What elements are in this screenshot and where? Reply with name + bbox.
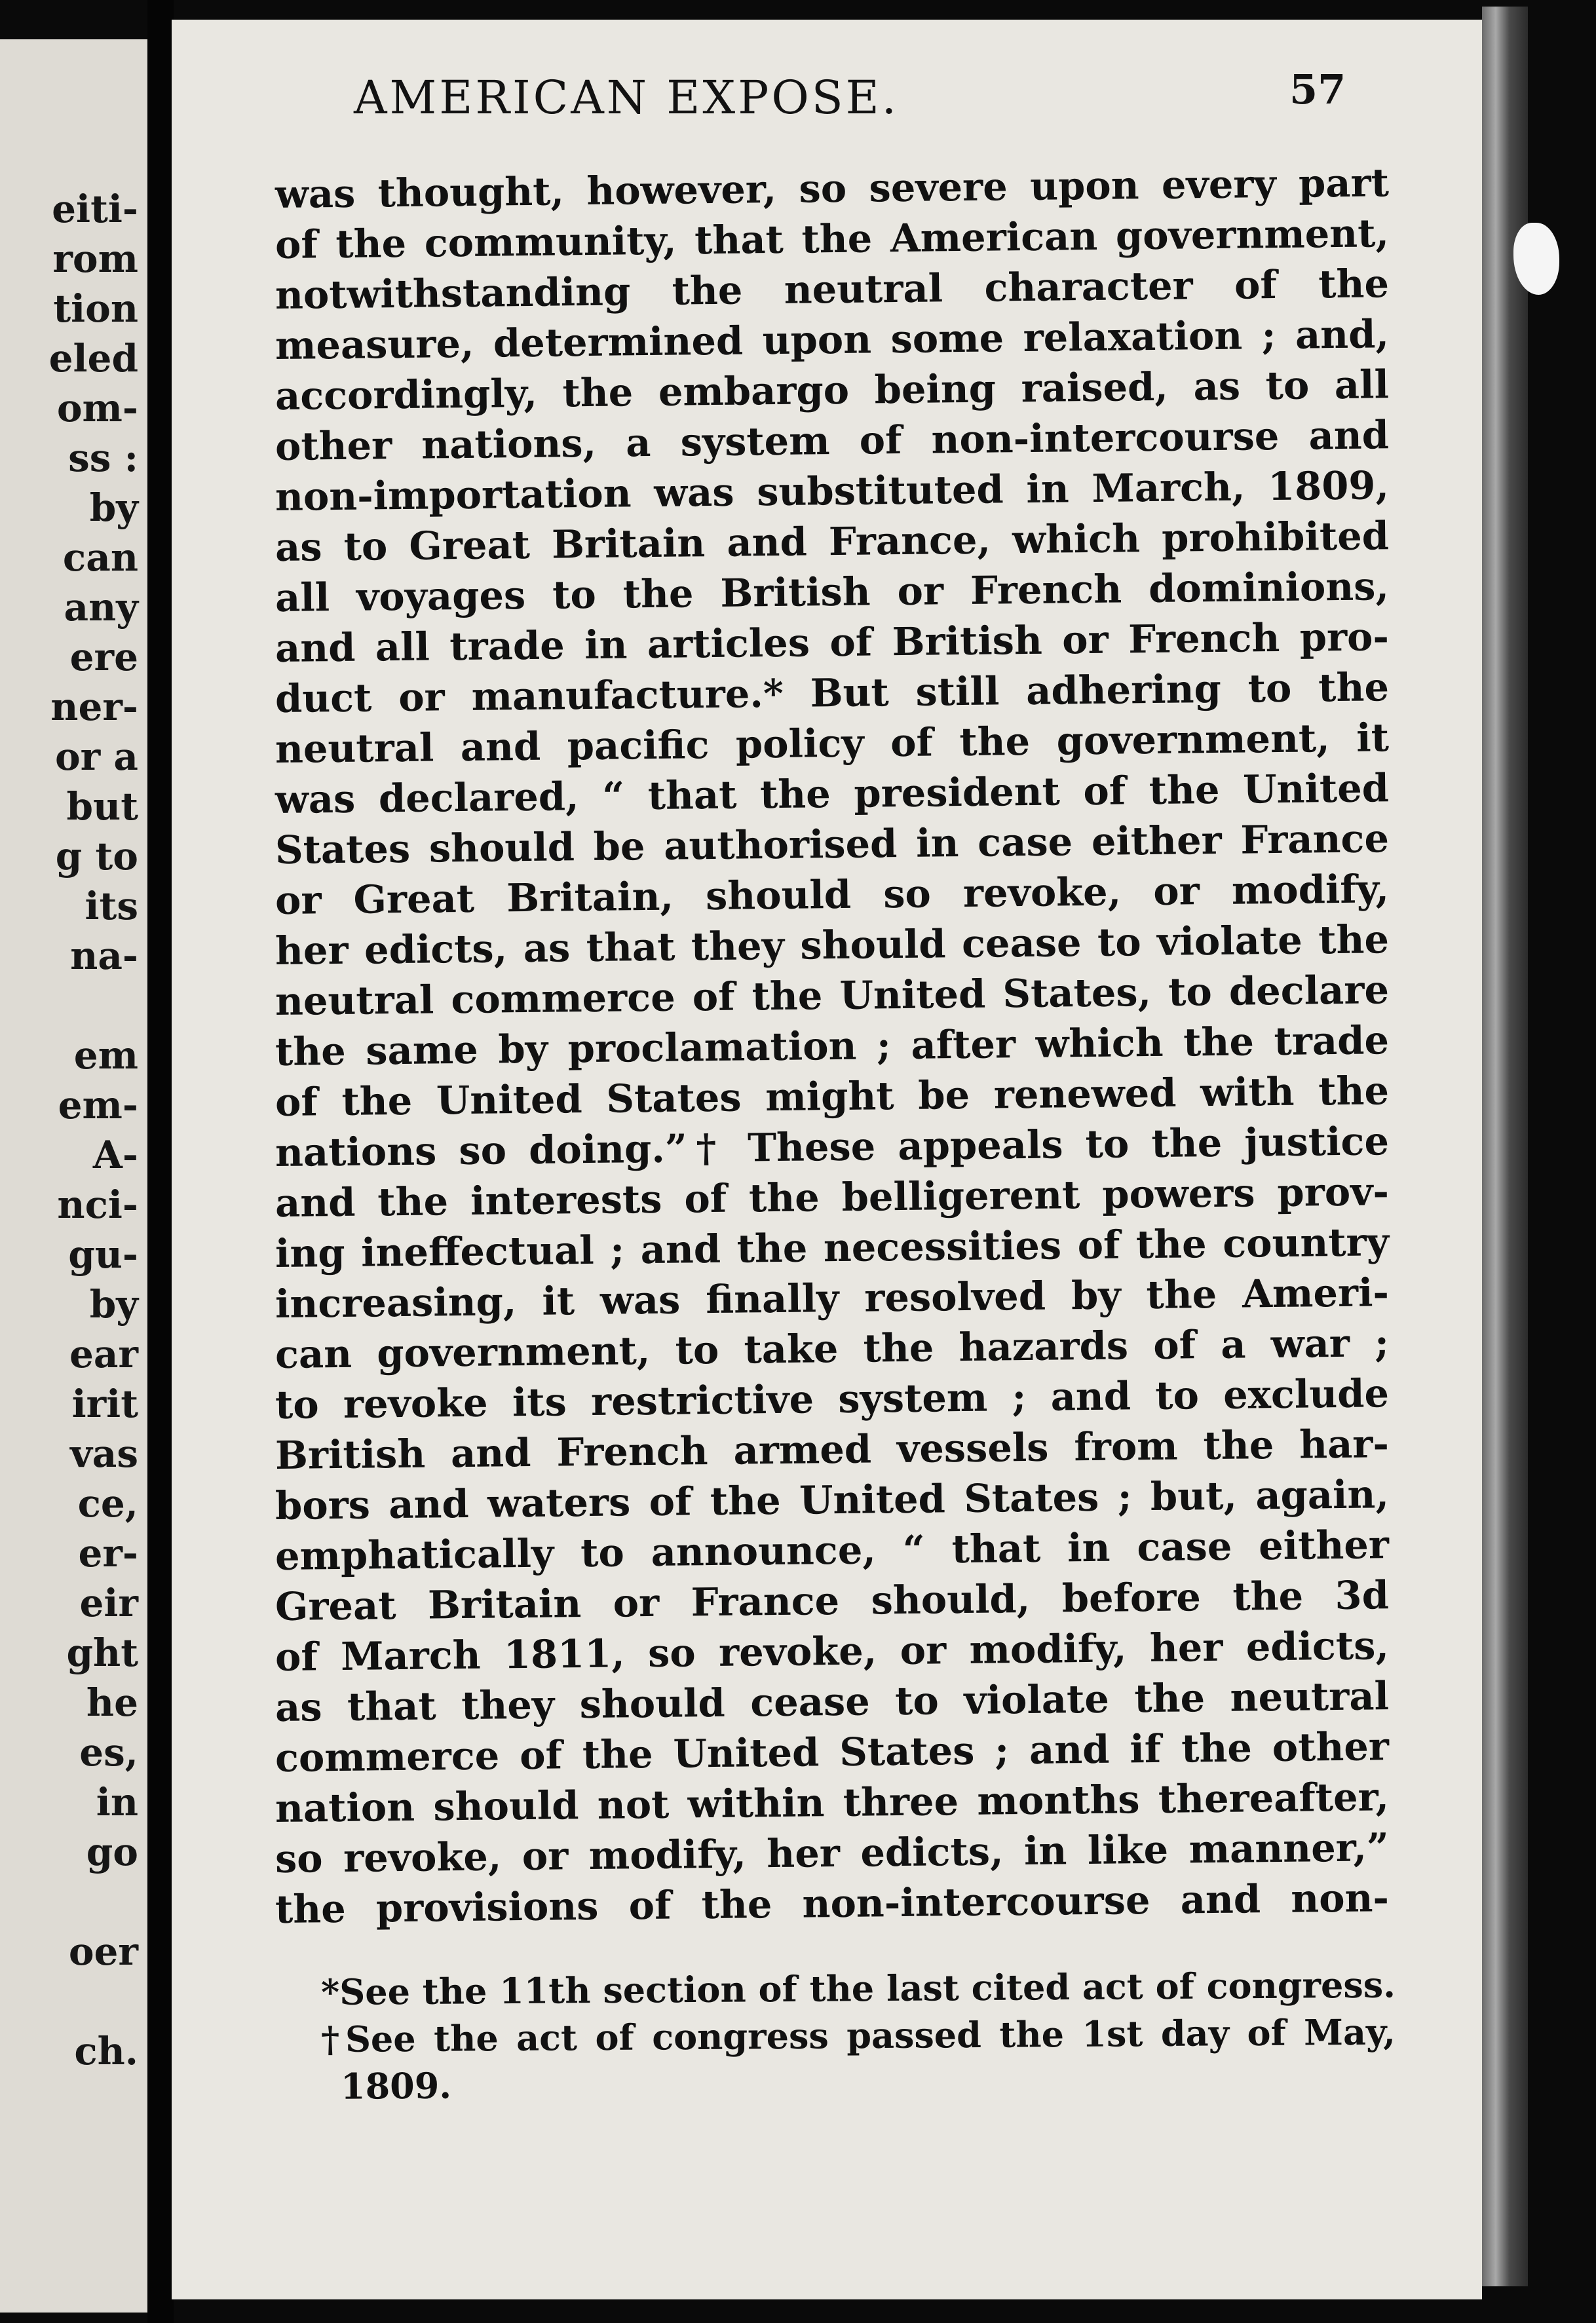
facing-page-word-fragment: nci- — [57, 1182, 138, 1227]
text-line: or Great Britain, should so revoke, or modify, — [275, 866, 1390, 923]
facing-page-word-fragment: ss : — [68, 436, 138, 480]
facing-page-word-fragment: eiti- — [52, 187, 138, 231]
text-line: other nations, a system of non-intercourse and — [275, 412, 1390, 469]
text-line: emphatically to announce, “ that in case either — [275, 1522, 1390, 1579]
text-line: as that they should cease to violate the neutral — [275, 1673, 1390, 1730]
text-line: and all trade in articles of British or French pro- — [275, 614, 1390, 671]
facing-page-word-fragment: can — [62, 535, 138, 580]
facing-page-word-fragment: ght — [66, 1631, 138, 1675]
facing-page-word-fragment: but — [66, 784, 138, 829]
text-line: nation should not within three months thereafter, — [275, 1774, 1390, 1831]
facing-page-word-fragment: any — [64, 585, 138, 630]
text-line: notwithstanding the neutral character of the — [275, 261, 1390, 318]
facing-page-word-fragment: or a — [54, 734, 138, 779]
page-edge — [1482, 7, 1528, 2286]
facing-page-word-fragment: es, — [79, 1730, 138, 1775]
facing-page-word-fragment: eled — [48, 336, 138, 381]
facing-page-word-fragment: em- — [58, 1083, 138, 1127]
facing-page-word-fragment: tion — [53, 286, 138, 331]
text-line: accordingly, the embargo being raised, as to all — [275, 362, 1390, 419]
text-line: non-importation was substituted in March, 1809, — [275, 463, 1390, 519]
text-line: to revoke its restrictive system ; and to exclude — [275, 1370, 1390, 1427]
text-line: British and French armed vessels from the har- — [275, 1421, 1390, 1478]
page-number: 57 — [1289, 66, 1346, 113]
facing-page-word-fragment: by — [89, 1282, 138, 1327]
footnote-2: †See the act of congress passed the 1st day of May, — [320, 2011, 1396, 2060]
text-line: of the United States might be renewed with the — [275, 1068, 1390, 1125]
facing-page-word-fragment: om- — [56, 386, 138, 430]
facing-page-word-fragment: na- — [70, 934, 138, 978]
text-line: neutral and pacific policy of the government, it — [275, 715, 1390, 772]
text-line: of the community, that the American government, — [275, 210, 1390, 267]
text-line: commerce of the United States ; and if the other — [275, 1724, 1390, 1781]
facing-page-word-fragment: gu- — [68, 1232, 138, 1277]
text-line: and the interests of the belligerent powers prov- — [275, 1169, 1390, 1226]
text-line: ing ineffectual ; and the necessities of the country — [275, 1219, 1390, 1276]
text-line: States should be authorised in case either France — [275, 816, 1390, 873]
text-line: the provisions of the non-intercourse and non- — [275, 1875, 1390, 1932]
facing-page-fragment — [0, 39, 147, 2313]
footnotes — [320, 1963, 1396, 2110]
book-gutter — [147, 0, 174, 2323]
footnote-1: *See the 11th section of the last cited act of congress. — [320, 1963, 1396, 2013]
facing-page-word-fragment: ce, — [77, 1481, 138, 1526]
facing-page-word-fragment: go — [86, 1830, 138, 1874]
text-line: neutral commerce of the United States, to declare — [275, 967, 1390, 1024]
facing-page-word-fragment: em — [73, 1033, 138, 1078]
text-line: of March 1811, so revoke, or modify, her edicts, — [275, 1623, 1390, 1680]
text-line: nations so doing.”† These appeals to the justice — [275, 1118, 1390, 1175]
text-line: duct or manufacture.* But still adhering to the — [275, 664, 1390, 721]
facing-page-word-fragment: its — [85, 884, 138, 928]
facing-page-word-fragment: by — [89, 485, 138, 530]
facing-page-word-fragment: he — [86, 1680, 138, 1725]
facing-page-word-fragment: ear — [69, 1332, 138, 1376]
facing-page-word-fragment: ner- — [50, 685, 138, 729]
facing-page-word-fragment: irit — [71, 1382, 138, 1426]
facing-page-word-fragment: ere — [69, 635, 138, 679]
text-line: all voyages to the British or French dominions, — [275, 563, 1390, 620]
text-line: Great Britain or France should, before the 3d — [275, 1572, 1390, 1629]
footnote-2-continuation: 1809. — [340, 2064, 452, 2107]
text-line: measure, determined upon some relaxation ; and, — [275, 311, 1390, 368]
text-line: bors and waters of the United States ; but, again, — [275, 1471, 1390, 1528]
text-line: as to Great Britain and France, which prohibited — [275, 513, 1390, 570]
text-line: was declared, “ that the president of the United — [275, 765, 1390, 822]
facing-page-word-fragment: A- — [92, 1133, 138, 1177]
facing-page-word-fragment: er- — [78, 1531, 138, 1576]
facing-page-word-fragment: in — [96, 1780, 138, 1824]
facing-page-word-fragment: rom — [52, 236, 138, 281]
text-line: her edicts, as that they should cease to violate the — [275, 916, 1390, 973]
facing-page-word-fragment: g to — [55, 834, 138, 878]
running-head: AMERICAN EXPOSE. — [354, 71, 900, 124]
facing-page-word-fragment: eir — [79, 1581, 138, 1625]
facing-page-word-fragment: ch. — [74, 2029, 138, 2073]
facing-page-word-fragment: vas — [70, 1431, 138, 1476]
body-text — [275, 160, 1390, 1935]
text-line: increasing, it was finally resolved by the Ameri- — [275, 1270, 1390, 1327]
facing-page-word-fragment: oer — [68, 1929, 138, 1974]
text-line: the same by proclamation ; after which the trade — [275, 1017, 1390, 1074]
text-line: so revoke, or modify, her edicts, in like manner,” — [275, 1824, 1390, 1881]
text-line: was thought, however, so severe upon every part — [275, 160, 1390, 217]
text-line: can government, to take the hazards of a war ; — [275, 1320, 1390, 1377]
